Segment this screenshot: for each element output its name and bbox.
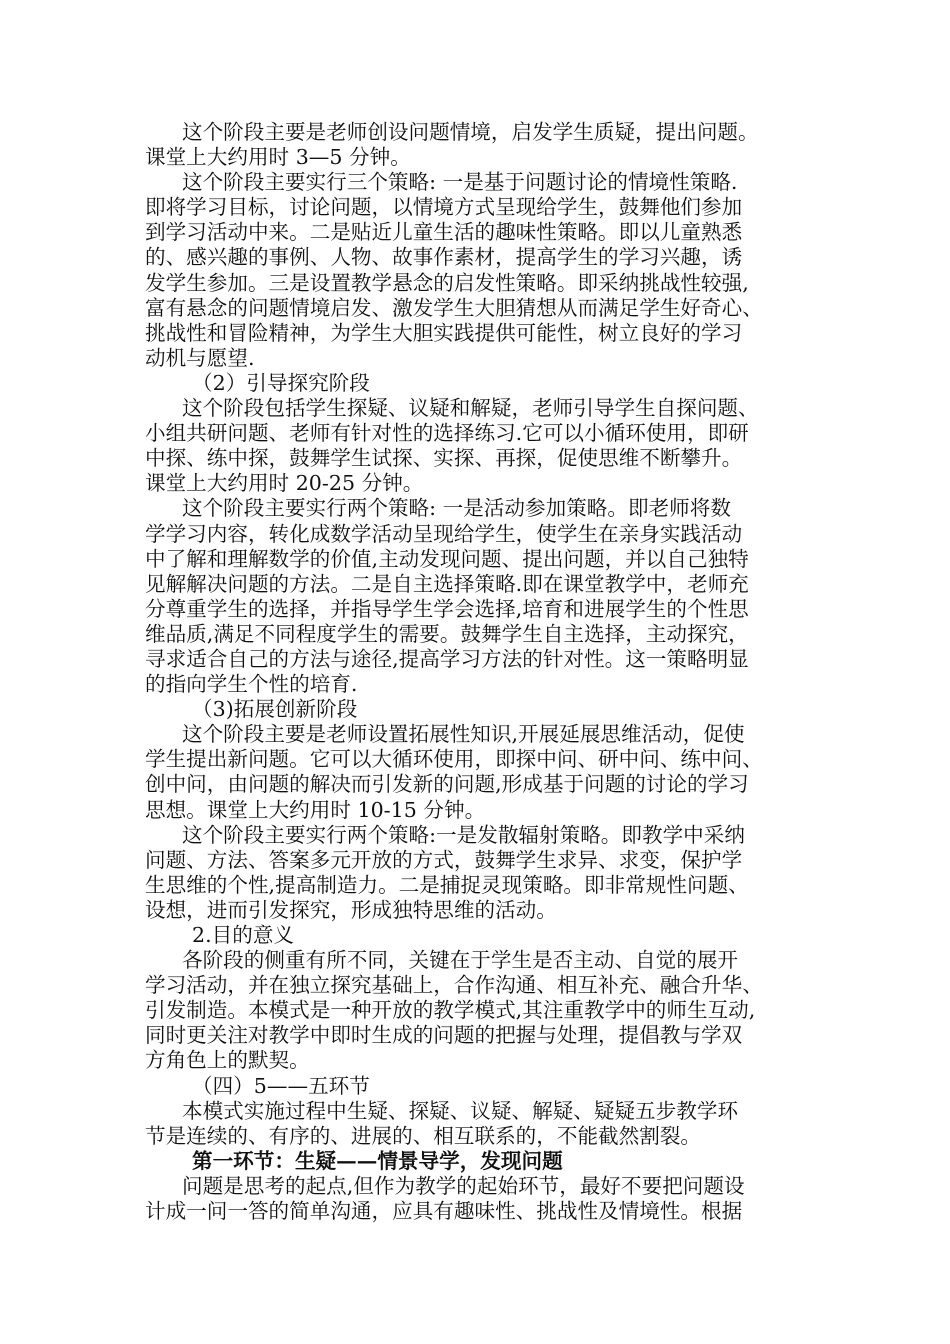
text-line: 学学习内容，转化成数学活动呈现给学生，使学生在亲身实践活动 bbox=[145, 521, 743, 546]
text-line: 这个阶段主要实行两个策略:一是发散辐射策略。即教学中采纳 bbox=[182, 822, 745, 847]
text-line: 设想，进而引发探究，形成独特思维的活动。 bbox=[145, 897, 557, 922]
text-line: 这个阶段主要实行两个策略: 一是活动参加策略。即老师将数 bbox=[182, 496, 731, 521]
text-line: 计成一问一答的简单沟通，应具有趣味性、挑战性及情境性。根据 bbox=[145, 1199, 743, 1224]
text-line: 分尊重学生的选择，并指导学生学会选择,培育和进展学生的个性思 bbox=[145, 596, 749, 621]
text-line: 生思维的个性,提高制造力。二是捕捉灵现策略。即非常规性问题、 bbox=[145, 872, 749, 897]
text-line: 见解解决问题的方法。二是自主选择策略.即在课堂教学中，老师充 bbox=[145, 571, 749, 596]
text-line: 问题是思考的起点,但作为教学的起始环节，最好不要把问题设 bbox=[182, 1173, 745, 1198]
text-line: 这个阶段包括学生探疑、议疑和解疑，老师引导学生自探问题、 bbox=[182, 396, 759, 421]
text-line: 本模式实施过程中生疑、探疑、议疑、解疑、疑疑五步教学环 bbox=[182, 1098, 739, 1123]
text-line: 这个阶段主要是老师设置拓展性知识,开展延展思维活动，促使 bbox=[182, 722, 745, 747]
text-line: 富有悬念的问题情境启发、激发学生大胆猜想从而满足学生好奇心、 bbox=[145, 295, 763, 320]
text-line: 问题、方法、答案多元开放的方式，鼓舞学生求异、求变，保护学 bbox=[145, 847, 743, 872]
text-line: 中了解和理解数学的价值,主动发现问题、提出问题，并以自己独特 bbox=[145, 546, 749, 571]
text-line: 挑战性和冒险精神，为学生大胆实践提供可能性，树立良好的学习 bbox=[145, 320, 743, 345]
text-line: 同时更关注对教学中即时生成的问题的把握与处理，提倡教与学双 bbox=[145, 1023, 743, 1048]
text-line: 即将学习目标，讨论问题，以情境方式呈现给学生，鼓舞他们参加 bbox=[145, 195, 743, 220]
text-line: 的指向学生个性的培育. bbox=[145, 672, 358, 697]
text-line: 创中问，由问题的解决而引发新的问题,形成基于问题的讨论的学习 bbox=[145, 772, 749, 797]
text-line: 小组共研问题、老师有针对性的选择练习.它可以小循环使用，即研 bbox=[145, 421, 749, 446]
text-line: 各阶段的侧重有所不同，关键在于学生是否主动、自觉的展开 bbox=[182, 948, 739, 973]
text-line: 学习活动，并在独立探究基础上，合作沟通、相互补充、融合升华、 bbox=[145, 973, 763, 998]
text-line: 中探、练中探，鼓舞学生试探、实探、再探，促使思维不断攀升。 bbox=[145, 446, 743, 471]
text-line: 发学生参加。三是设置教学悬念的启发性策略。即采纳挑战性较强, bbox=[145, 270, 749, 295]
text-line: （四）5——五环节 bbox=[192, 1073, 370, 1098]
text-line: （2）引导探究阶段 bbox=[192, 370, 370, 395]
text-line: 课堂上大约用时 3—5 分钟。 bbox=[145, 145, 411, 170]
section-heading: 第一环节：生疑——情景导学，发现问题 bbox=[192, 1148, 563, 1173]
text-line: 思想。课堂上大约用时 10-15 分钟。 bbox=[145, 797, 486, 822]
text-line: （3)拓展创新阶段 bbox=[192, 697, 358, 722]
text-line: 这个阶段主要实行三个策略: 一是基于问题讨论的情境性策略. bbox=[182, 170, 738, 195]
text-line: 方角色上的默契。 bbox=[145, 1048, 310, 1073]
text-line: 课堂上大约用时 20-25 分钟。 bbox=[145, 471, 424, 496]
text-line: 维品质,满足不同程度学生的需要。鼓舞学生自主选择，主动探究， bbox=[145, 621, 749, 646]
text-line: 寻求适合自己的方法与途径,提高学习方法的针对性。这一策略明显 bbox=[145, 646, 749, 671]
text-line: 的、感兴趣的事例、人物、故事作素材，提高学生的学习兴趣，诱 bbox=[145, 245, 743, 270]
text-line: 2.目的意义 bbox=[192, 923, 295, 947]
text-line: 节是连续的、有序的、进展的、相互联系的，不能截然割裂。 bbox=[145, 1123, 702, 1148]
text-line: 学生提出新问题。它可以大循环使用，即探中问、研中问、练中问、 bbox=[145, 747, 763, 772]
document-body bbox=[145, 120, 817, 1224]
text-line: 引发制造。本模式是一种开放的教学模式,其注重教学中的师生互动, bbox=[145, 998, 756, 1023]
text-line: 到学习活动中来。二是贴近儿童生活的趣味性策略。即以儿童熟悉 bbox=[145, 220, 743, 245]
text-line: 这个阶段主要是老师创设问题情境，启发学生质疑，提出问题。 bbox=[182, 120, 759, 144]
text-line: 动机与愿望. bbox=[145, 345, 255, 370]
